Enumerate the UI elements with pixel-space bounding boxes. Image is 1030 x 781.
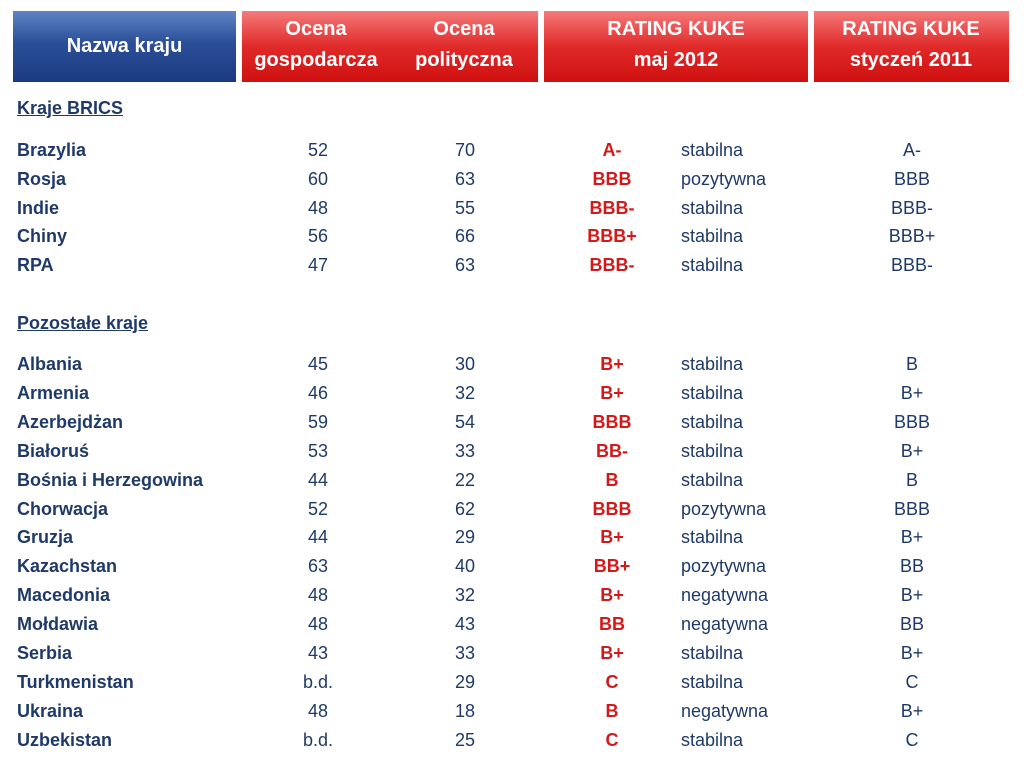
rating-current: B <box>605 700 619 721</box>
rating-previous: BBB- <box>890 197 934 218</box>
political-score: 66 <box>454 226 476 247</box>
rating-current: C <box>605 671 619 692</box>
section-title-other: Pozostałe kraje <box>17 313 149 333</box>
rating-current: B+ <box>600 643 624 663</box>
country-name: Chiny <box>17 226 68 247</box>
country-name: Serbia <box>17 643 73 663</box>
rating-current: B+ <box>600 585 624 606</box>
header-rating-old-line2: styczeń 2011 <box>849 49 973 71</box>
table-row <box>0 527 1030 553</box>
header-rating-now-line2: maj 2012 <box>633 49 719 71</box>
rating-previous: B <box>905 469 919 490</box>
political-score: 33 <box>454 440 476 461</box>
economic-score: 47 <box>307 255 329 276</box>
header-rating-now <box>544 11 808 82</box>
country-name: Macedonia <box>17 585 111 606</box>
rating-previous: BBB <box>893 411 931 432</box>
rating-previous: BBB <box>893 168 931 189</box>
table-row <box>0 412 1030 438</box>
rating-outlook: stabilna <box>681 469 744 490</box>
political-score: 63 <box>454 255 476 276</box>
header-pol-line2: polityczna <box>415 49 513 71</box>
economic-score: 59 <box>307 411 329 432</box>
rating-current: BBB <box>592 498 632 519</box>
country-name: Turkmenistan <box>17 671 134 692</box>
rating-current: B+ <box>600 527 624 548</box>
rating-outlook: negatywna <box>681 585 769 606</box>
table-row <box>0 643 1030 669</box>
rating-current: BBB- <box>589 255 635 276</box>
political-score: 62 <box>454 498 476 519</box>
rating-previous: BBB <box>893 498 931 519</box>
header-econ-line1: Ocena <box>285 18 347 40</box>
table-row <box>0 198 1030 224</box>
rating-previous: BB <box>899 614 925 635</box>
rating-previous: B+ <box>900 585 924 606</box>
political-score: 54 <box>454 411 476 432</box>
country-name: Brazylia <box>17 140 87 160</box>
economic-score: 45 <box>307 354 329 374</box>
rating-current: BB- <box>596 440 628 461</box>
economic-score: 56 <box>307 226 329 247</box>
rating-outlook: stabilna <box>681 643 744 663</box>
rating-outlook: stabilna <box>681 440 744 461</box>
header-rating-now-line1: RATING KUKE <box>607 18 745 40</box>
table-row <box>0 499 1030 525</box>
political-score: 40 <box>454 556 476 577</box>
header-econ-line2: gospodarcza <box>254 49 378 71</box>
table-row <box>0 441 1030 467</box>
table-row <box>0 556 1030 582</box>
rating-previous: B+ <box>900 440 924 461</box>
political-score: 25 <box>454 729 476 750</box>
table-row <box>0 614 1030 640</box>
rating-current: BBB- <box>589 197 635 218</box>
rating-current: BB+ <box>593 556 631 577</box>
rating-outlook: stabilna <box>681 527 744 548</box>
economic-score: 48 <box>307 700 329 721</box>
political-score: 32 <box>454 585 476 606</box>
economic-score: b.d. <box>302 671 334 692</box>
table-row <box>0 470 1030 496</box>
rating-previous: B <box>905 354 919 374</box>
header-country-label: Nazwa kraju <box>66 35 183 57</box>
table-row <box>0 701 1030 727</box>
country-name: Albania <box>17 354 83 374</box>
economic-score: 44 <box>307 469 329 490</box>
table-row <box>0 354 1030 380</box>
country-name: Chorwacja <box>17 498 109 519</box>
table-row <box>0 383 1030 409</box>
country-name: RPA <box>17 255 54 276</box>
rating-previous: B+ <box>900 527 924 548</box>
political-score: 33 <box>454 643 476 663</box>
table-row <box>0 585 1030 611</box>
political-score: 30 <box>454 354 476 374</box>
rating-previous: BBB+ <box>888 226 936 247</box>
political-score: 22 <box>454 469 476 490</box>
header-rating-old-line1: RATING KUKE <box>842 18 980 40</box>
table-row <box>0 255 1030 281</box>
rating-outlook: stabilna <box>681 255 744 276</box>
economic-score: 43 <box>307 643 329 663</box>
header-country <box>13 11 236 82</box>
section-title-brics: Kraje BRICS <box>17 98 124 118</box>
rating-previous: B+ <box>900 382 924 403</box>
country-name: Uzbekistan <box>17 729 113 750</box>
rating-previous: C <box>905 671 919 692</box>
country-name: Bośnia i Herzegowina <box>17 469 204 490</box>
economic-score: 60 <box>307 168 329 189</box>
rating-outlook: stabilna <box>681 411 744 432</box>
rating-outlook: stabilna <box>681 354 744 374</box>
rating-current: A- <box>602 140 622 160</box>
economic-score: 53 <box>307 440 329 461</box>
rating-current: B+ <box>600 354 624 374</box>
rating-outlook: stabilna <box>681 140 744 160</box>
rating-outlook: stabilna <box>681 671 744 692</box>
rating-outlook: stabilna <box>681 226 744 247</box>
rating-previous: C <box>905 729 919 750</box>
country-name: Azerbejdżan <box>17 411 124 432</box>
economic-score: 44 <box>307 527 329 548</box>
rating-previous: BBB- <box>890 255 934 276</box>
political-score: 43 <box>454 614 476 635</box>
country-name: Białoruś <box>17 440 90 461</box>
table-row <box>0 672 1030 698</box>
rating-outlook: pozytywna <box>681 168 767 189</box>
political-score: 29 <box>454 527 476 548</box>
political-score: 63 <box>454 168 476 189</box>
rating-previous: B+ <box>900 700 924 721</box>
header-rating-old <box>814 11 1009 82</box>
economic-score: 52 <box>307 498 329 519</box>
rating-current: BB <box>599 614 625 635</box>
rating-current: BBB+ <box>587 226 637 247</box>
rating-outlook: stabilna <box>681 197 744 218</box>
country-name: Rosja <box>17 168 67 189</box>
rating-outlook: pozytywna <box>681 556 767 577</box>
rating-outlook: stabilna <box>681 729 744 750</box>
economic-score: 46 <box>307 382 329 403</box>
table-row <box>0 140 1030 166</box>
table-row <box>0 226 1030 252</box>
economic-score: 48 <box>307 614 329 635</box>
economic-score: 52 <box>307 140 329 160</box>
economic-score: 48 <box>307 585 329 606</box>
rating-outlook: negatywna <box>681 700 769 721</box>
rating-outlook: stabilna <box>681 382 744 403</box>
country-name: Indie <box>17 197 60 218</box>
rating-current: BBB <box>592 168 632 189</box>
political-score: 70 <box>454 140 476 160</box>
political-score: 29 <box>454 671 476 692</box>
header-pol-line1: Ocena <box>433 18 495 40</box>
rating-current: B <box>605 469 619 490</box>
country-name: Ukraina <box>17 700 84 721</box>
rating-current: BBB <box>592 411 632 432</box>
political-score: 32 <box>454 382 476 403</box>
country-name: Kazachstan <box>17 556 118 577</box>
table-row <box>0 169 1030 195</box>
economic-score: b.d. <box>302 729 334 750</box>
rating-current: C <box>605 729 619 750</box>
political-score: 55 <box>454 197 476 218</box>
country-name: Gruzja <box>17 527 74 548</box>
header-scores <box>242 11 538 82</box>
rating-current: B+ <box>600 382 624 403</box>
economic-score: 63 <box>307 556 329 577</box>
table-row <box>0 730 1030 756</box>
rating-outlook: pozytywna <box>681 498 767 519</box>
rating-outlook: negatywna <box>681 614 769 635</box>
economic-score: 48 <box>307 197 329 218</box>
country-name: Armenia <box>17 382 90 403</box>
country-name: Mołdawia <box>17 614 99 635</box>
political-score: 18 <box>454 700 476 721</box>
rating-previous: A- <box>903 140 921 160</box>
rating-previous: BB <box>899 556 925 577</box>
rating-previous: B+ <box>900 643 924 663</box>
